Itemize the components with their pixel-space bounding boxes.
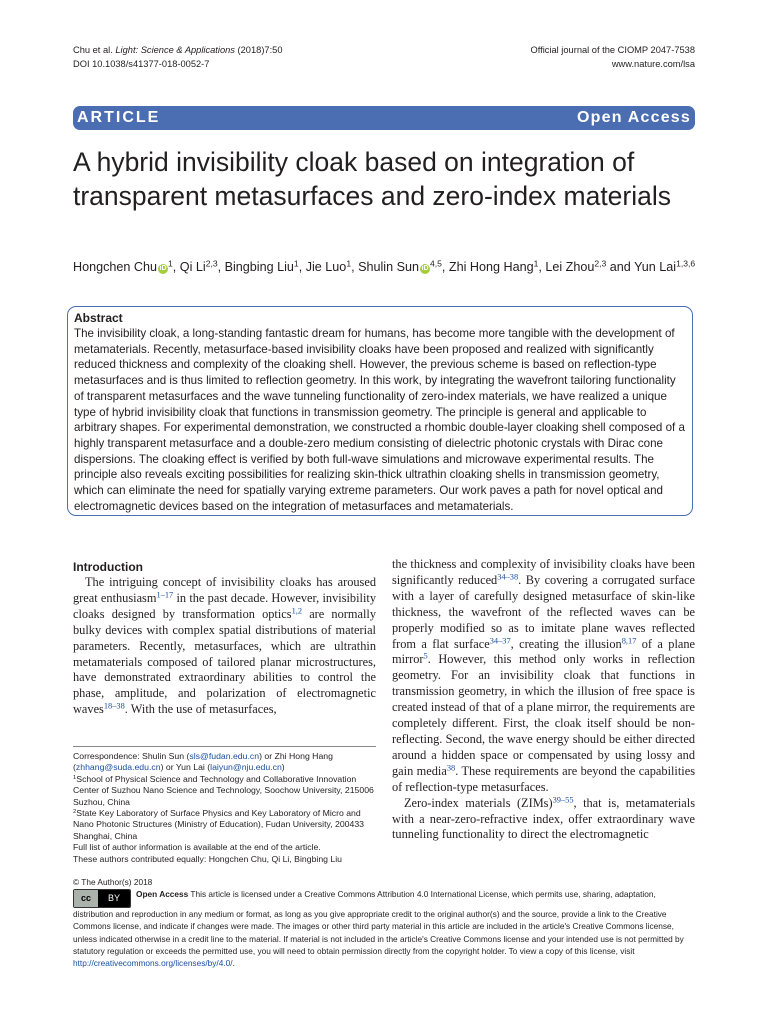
author-name: Shulin Sun <box>358 260 419 274</box>
abstract-text: The invisibility cloak, a long-standing fantastic dream for humans, has become more tangible with the development of metamaterials. Recently, metasurface-based invisibility cloaks have been proposed and realized with significantly reduced thickness and complexity of the cloaking shell. However, the previous scheme is based on reflection-type metasurfaces and is thus limited to reflection geometry. In this work, by integrating the wavefront tailoring functionality of transparent metasurfaces and the wave tunneling functionality of zero-index materials, we have realized a unique type of hybrid invisibility cloak that functions in transmission geometry. The principle is general and applicable to arbitrary shapes. For experimental demonstration, we constructed a rhombic double-layer cloaking shell composed of a highly transparent metasurface and a double-zero medium consisting of dielectric photonic crystals with Dirac cone dispersions. The cloaking effect is verified by both full-wave simulations and microwave experimental results. The principle also reveals exciting possibilities for realizing skin-thick ultrathin cloaking shells in transmission geometry, which can eliminate the need for spatially varying extreme parameters. Our work paves a path for novel optical and electromagnetic devices based on the integration of metasurfaces and metamaterials. <box>74 327 685 513</box>
copyright: © The Author(s) 2018 <box>73 877 153 887</box>
author-list: Hongchen Chu $iD^1$, Qi Li$^{2,3}$, Bingbing Liu$^1$, Jie Luo$^1$, Shulin Sun iD$^{4,5}$, Zhi Hong Hang$^1$, Lei Zhou$^{2,3}$ and Yun Lai$^{1,3,6}$ <box>73 258 696 274</box>
author-name: Bingbing Liu <box>224 260 294 274</box>
orcid-icon[interactable]: iD <box>421 265 429 272</box>
journal-block <box>530 44 695 71</box>
author-info-note: Full list of author information is available at the end of the article. <box>73 842 321 853</box>
citation-suffix: (2018)7:50 <box>234 45 283 55</box>
license-end: . <box>232 958 235 969</box>
introduction-heading: Introduction <box>73 560 143 574</box>
page-header <box>73 44 695 71</box>
author-affiliation: 1 <box>168 258 173 269</box>
citation-ref[interactable]: 34–37 <box>489 635 511 645</box>
article-title: A hybrid invisibility cloak based on integration of transparent metasurfaces and zero-index materials <box>73 147 672 211</box>
citation-ref[interactable]: 34–38 <box>497 572 519 582</box>
official-journal: Official journal of the CIOMP 2047-7538 <box>530 45 695 55</box>
author-name: Yun Lai <box>634 260 677 274</box>
introduction-paragraph: The intriguing concept of invisibility cloaks has aroused great enthusiasm$^{1-17}$ in the past decade. However, invisibility cloaks designed by transformation optics$^{1,2}$ are normally bulky devices with complex spatial distributions of material parameters. Recently, metasurfaces, which are ultrathin metamaterials composed of tailored planar microstructures, have demonstrated extraordinary abilities to control the phase, amplitude, and polarization of electromagnetic waves$^{18-38}$. With the use of metasurfaces, <box>73 575 376 717</box>
email-link[interactable]: zhhang@suda.edu.cn <box>75 762 161 773</box>
equal-contribution-note: These authors contributed equally: Hongchen Chu, Qi Li, Bingbing Liu <box>73 853 342 864</box>
open-access-label: Open Access <box>577 109 691 126</box>
author-affiliation: 4,5 <box>430 258 442 269</box>
correspondence: Correspondence: Shulin Sun (sls@fudan.edu.cn) or Zhi Hong Hang (zhhang@suda.edu.cn) or Yun Lai (laiyun@nju.edu.cn) <box>73 751 333 773</box>
body-paragraph: Zero-index materials (ZIMs)$^{39-55}$, that is, metamaterials with a near-zero-refractive index, offer extraordinary wave tunneling functionality to direct the electromagnetic <box>392 794 695 842</box>
author-name: Jie Luo <box>305 260 347 274</box>
open-access-text: Open Access <box>136 889 189 900</box>
author-affiliation: 1 <box>533 258 539 269</box>
license-block <box>73 876 695 969</box>
correspondence-prefix: Correspondence: Shulin Sun ( <box>73 751 190 761</box>
body-paragraph: the thickness and complexity of invisibility cloaks have been significantly reduced$^{34-38}$. By covering a corrugated surface with a layer of carefully designed metasurface of skin-like thickness, the wavefront of the reflected waves can be properly modified so as to imitate plane waves reflected from a flat surface$^{34-37}$, creating the illusion$^{8,17}$ of a plane mirror$^5$. However, this method only works in reflection geometry. For an invisibility cloak that functions in transmission geometry, in which the illusion of free space is created instead of that of a plane mirror, the requirements are completely different. First, the cloak itself should be non-reflecting. Second, the wave energy should be either directed around a hidden space or compensated by using lossy and gain media$^{38}$. These requirements are beyond the capabilities of reflection-type metasurfaces. <box>392 557 695 794</box>
cc-by-badge[interactable] <box>73 889 131 908</box>
license-body: This article is licensed under a Creative Commons Attribution 4.0 International License, which permits use, sharing, adaptation, distribution and reproduction in any medium or format, as long as you give appropriate credit to the original author(s) and the source, provide a link to the Creative Commons license, and indicate if changes were made. The images or other third party material in this article are included in the article's Creative Commons license, unless indicated otherwise in a credit line to the material. If material is not included in the article's Creative Commons license and your intended use is not permitted by statutory regulation or exceeds the permitted use, you will need to obtain permission directly from the copyright holder. To view a copy of this license, visit <box>73 889 684 956</box>
citation-ref[interactable]: 8,17 <box>621 635 637 645</box>
citation-block <box>73 44 283 71</box>
article-type-label: ARTICLE <box>77 109 161 126</box>
body-column-right <box>392 557 695 843</box>
citation-ref[interactable]: 38 <box>446 763 456 773</box>
correspondence-text: ) or Yun Lai ( <box>160 762 211 773</box>
affiliation-1 <box>73 774 376 808</box>
citation-ref[interactable]: 5 <box>423 651 428 661</box>
by-icon: BY <box>98 890 130 907</box>
correspondence-text: ) or Zhi Hong Hang <box>259 751 333 761</box>
citation-ref[interactable]: 1,2 <box>291 606 303 616</box>
abstract-heading: Abstract <box>74 311 123 325</box>
author-affiliation: 2,3 <box>594 258 607 269</box>
author-name: Hongchen Chu <box>73 260 158 274</box>
author-affiliation: 1,3,6 <box>676 258 696 269</box>
email-link[interactable]: laiyun@nju.edu.cn <box>210 762 282 773</box>
article-banner <box>73 106 695 130</box>
affiliation-text: School of Physical Science and Technology and Collaborative Innovation Center of Suzhou Nano Science and Technology, Soochow University, 215006 Suzhou, China <box>73 773 374 807</box>
citation-ref[interactable]: 18–38 <box>103 701 125 711</box>
author-name: Zhi Hong Hang <box>448 260 534 274</box>
orcid-icon[interactable]: iD <box>159 265 167 272</box>
citation-prefix: Chu et al. <box>73 45 116 55</box>
author-affiliation: 2,3 <box>205 258 218 269</box>
abstract-box <box>67 306 693 516</box>
affiliation-number: 1 <box>73 774 77 781</box>
citation-ref[interactable]: 39–55 <box>552 794 574 804</box>
cc-icon: cc <box>74 890 98 907</box>
license-link[interactable]: http://creativecommons.org/licenses/by/4.0/ <box>73 958 233 969</box>
journal-url[interactable]: www.nature.com/lsa <box>611 58 695 69</box>
journal-name: Light: Science & Applications <box>115 45 235 55</box>
author-name: Qi Li <box>179 260 206 274</box>
affiliation-2 <box>73 808 376 842</box>
author-name: Lei Zhou <box>545 260 595 274</box>
affiliation-text: State Key Laboratory of Surface Physics and Key Laboratory of Micro and Nano Photonic Structures (Ministry of Education), Fudan University, 200433 Shanghai, China <box>73 808 365 841</box>
license-text <box>73 888 695 969</box>
email-link[interactable]: sls@fudan.edu.cn <box>189 751 260 761</box>
footnotes <box>73 751 376 865</box>
author-affiliation: 1 <box>293 258 299 269</box>
affiliation-number: 2 <box>73 808 77 815</box>
body-column-left <box>73 559 376 718</box>
doi[interactable]: DOI 10.1038/s41377-018-0052-7 <box>73 58 210 69</box>
citation-ref[interactable]: 1–17 <box>156 590 174 600</box>
correspondence-text: ) <box>281 762 285 773</box>
footnote-divider <box>73 746 376 747</box>
author-affiliation: 1 <box>346 258 352 269</box>
